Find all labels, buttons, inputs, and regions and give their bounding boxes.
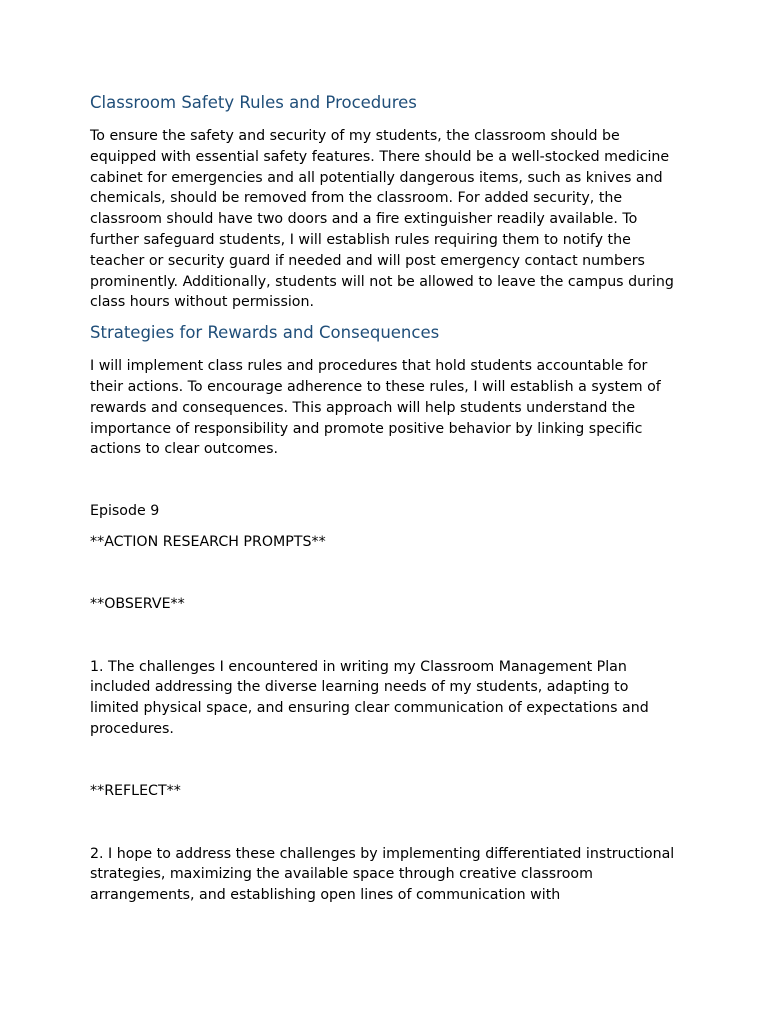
observe-label: **OBSERVE** xyxy=(90,595,185,612)
paragraph-classroom-safety: To ensure the safety and security of my students, the classroom should be equipped with essential safety features. There should be a well-stocked medicine cabinet for emergencies and all potentially dangerous items, such as knives and chemicals, should be removed from the classroom. For added security, the classroom should have two doors and a fire extinguisher readily available. To further safeguard students, I will establish rules requiring them to notify the teacher or security guard if needed and will post emergency contact numbers prominently. Additionally, students will not be allowed to leave the campus during class hours without permission. xyxy=(90,128,674,311)
item-1-paragraph: 1. The challenges I encountered in writing my Classroom Management Plan included addressing the diverse learning needs of my students, adapting to limited physical space, and ensuring clear communication of expectations and procedures. xyxy=(90,658,649,737)
document-page xyxy=(90,92,680,906)
paragraph-rewards-consequences: I will implement class rules and procedures that hold students accountable for their actions. To encourage adherence to these rules, I will establish a system of rewards and consequences. This approach will help students understand the importance of responsibility and promote positive behavior by linking specific actions to clear outcomes. xyxy=(90,358,661,458)
heading-classroom-safety: Classroom Safety Rules and Procedures xyxy=(90,93,417,112)
action-research-prompts-label: **ACTION RESEARCH PROMPTS** xyxy=(90,533,326,550)
heading-rewards-consequences: Strategies for Rewards and Consequences xyxy=(90,323,440,343)
reflect-label: **REFLECT** xyxy=(90,782,181,799)
episode-label: Episode 9 xyxy=(90,503,160,520)
item-2-paragraph: 2. I hope to address these challenges by implementing differentiated instructional strategies, maximizing the available space through creative classroom arrangements, and establishing open lines of communication with xyxy=(90,845,675,904)
